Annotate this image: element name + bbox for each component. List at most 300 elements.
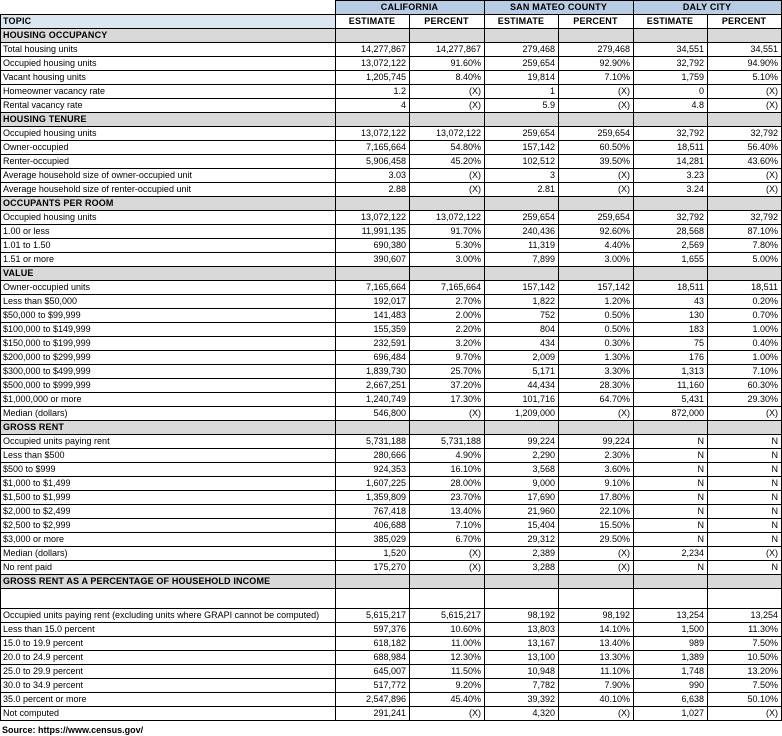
row-value: 279,468 xyxy=(485,43,559,57)
section-header-row xyxy=(1,29,782,43)
table-row xyxy=(1,623,782,637)
row-label: Average household size of renter-occupied unit xyxy=(1,183,336,197)
row-value: 7.10% xyxy=(708,365,782,379)
section-filler-cell xyxy=(708,267,782,281)
section-header-row xyxy=(1,113,782,127)
row-value: N xyxy=(634,491,708,505)
row-value: 7.80% xyxy=(708,239,782,253)
row-value: 16.10% xyxy=(410,463,485,477)
column-header-estimate: ESTIMATE xyxy=(634,15,708,29)
row-value: N xyxy=(708,561,782,575)
row-value: 1,313 xyxy=(634,365,708,379)
row-value: 5.30% xyxy=(410,239,485,253)
row-value: 259,654 xyxy=(559,211,634,225)
row-value: N xyxy=(708,519,782,533)
row-label: 1.51 or more xyxy=(1,253,336,267)
row-value: 17,690 xyxy=(485,491,559,505)
row-label: Owner-occupied units xyxy=(1,281,336,295)
row-label: 1.00 or less xyxy=(1,225,336,239)
row-value: 45.40% xyxy=(410,693,485,707)
row-value: 434 xyxy=(485,337,559,351)
section-filler-cell xyxy=(485,421,559,435)
row-value: 13,254 xyxy=(634,609,708,623)
row-value: 56.40% xyxy=(708,141,782,155)
row-value: 1,359,809 xyxy=(336,491,410,505)
row-value: 14,277,867 xyxy=(410,43,485,57)
row-value: 5,615,217 xyxy=(336,609,410,623)
section-filler-cell xyxy=(708,421,782,435)
row-value: 259,654 xyxy=(485,127,559,141)
section-filler-cell xyxy=(485,197,559,211)
row-label: $3,000 or more xyxy=(1,533,336,547)
row-value: N xyxy=(634,435,708,449)
row-value: 767,418 xyxy=(336,505,410,519)
row-value: 11.10% xyxy=(559,665,634,679)
row-value: 2,009 xyxy=(485,351,559,365)
row-value: 28,568 xyxy=(634,225,708,239)
row-value: 32,792 xyxy=(634,211,708,225)
row-value: 91.70% xyxy=(410,225,485,239)
section-header-row xyxy=(1,197,782,211)
row-value: 3.60% xyxy=(559,463,634,477)
row-value: (X) xyxy=(410,707,485,721)
row-value: 28.00% xyxy=(410,477,485,491)
row-value: 9.20% xyxy=(410,679,485,693)
row-value: N xyxy=(708,505,782,519)
row-value: 87.10% xyxy=(708,225,782,239)
row-value: 618,182 xyxy=(336,637,410,651)
row-label: $500,000 to $999,999 xyxy=(1,379,336,393)
section-filler-cell xyxy=(634,29,708,43)
row-value: (X) xyxy=(410,561,485,575)
row-value: 5,171 xyxy=(485,365,559,379)
column-header-percent: PERCENT xyxy=(410,15,485,29)
row-value: 11,319 xyxy=(485,239,559,253)
row-value: 14.10% xyxy=(559,623,634,637)
table-row xyxy=(1,309,782,323)
row-label: $2,000 to $2,499 xyxy=(1,505,336,519)
row-value: 1,027 xyxy=(634,707,708,721)
row-value: 15,404 xyxy=(485,519,559,533)
table-row xyxy=(1,141,782,155)
row-value: 4 xyxy=(336,99,410,113)
row-label: $150,000 to $199,999 xyxy=(1,337,336,351)
row-value: 98,192 xyxy=(559,609,634,623)
table-row xyxy=(1,211,782,225)
section-filler-cell xyxy=(485,113,559,127)
row-value: 13,072,122 xyxy=(336,211,410,225)
row-value: 390,607 xyxy=(336,253,410,267)
row-value: 3.23 xyxy=(634,169,708,183)
row-value: 1,209,000 xyxy=(485,407,559,421)
row-value: N xyxy=(634,463,708,477)
section-filler-cell xyxy=(336,267,410,281)
row-value: (X) xyxy=(708,169,782,183)
row-value: N xyxy=(634,505,708,519)
spacer-cell xyxy=(634,589,708,609)
table-row xyxy=(1,323,782,337)
row-value: 40.10% xyxy=(559,693,634,707)
row-label: Occupied housing units xyxy=(1,57,336,71)
row-value: 99,224 xyxy=(485,435,559,449)
row-value: N xyxy=(708,449,782,463)
row-value: (X) xyxy=(708,183,782,197)
row-value: 13,072,122 xyxy=(336,57,410,71)
row-value: 3.24 xyxy=(634,183,708,197)
row-value: 597,376 xyxy=(336,623,410,637)
column-header-percent: PERCENT xyxy=(559,15,634,29)
row-value: (X) xyxy=(410,407,485,421)
row-value: 60.50% xyxy=(559,141,634,155)
section-filler-cell xyxy=(634,421,708,435)
section-filler-cell xyxy=(559,29,634,43)
row-value: 7,165,664 xyxy=(410,281,485,295)
table-row xyxy=(1,295,782,309)
spacer-row xyxy=(1,589,782,609)
row-value: 75 xyxy=(634,337,708,351)
row-value: 43 xyxy=(634,295,708,309)
column-header-estimate: ESTIMATE xyxy=(336,15,410,29)
row-value: (X) xyxy=(708,85,782,99)
row-value: (X) xyxy=(410,169,485,183)
row-value: 98,192 xyxy=(485,609,559,623)
row-value: 0.30% xyxy=(559,337,634,351)
row-value: 0 xyxy=(634,85,708,99)
row-value: 13,072,122 xyxy=(410,127,485,141)
row-value: 5,731,188 xyxy=(410,435,485,449)
row-value: 13,254 xyxy=(708,609,782,623)
row-value: 11.50% xyxy=(410,665,485,679)
row-value: 4.90% xyxy=(410,449,485,463)
table-row xyxy=(1,239,782,253)
row-value: 32,792 xyxy=(634,57,708,71)
table-row xyxy=(1,99,782,113)
section-filler-cell xyxy=(708,197,782,211)
row-value: 1.00% xyxy=(708,323,782,337)
row-label: 25.0 to 29.9 percent xyxy=(1,665,336,679)
row-value: 1,839,730 xyxy=(336,365,410,379)
row-value: 5.00% xyxy=(708,253,782,267)
row-value: 291,241 xyxy=(336,707,410,721)
section-header-row xyxy=(1,267,782,281)
row-value: 1,520 xyxy=(336,547,410,561)
row-label: $2,500 to $2,999 xyxy=(1,519,336,533)
row-value: 13,072,122 xyxy=(336,127,410,141)
section-filler-cell xyxy=(559,197,634,211)
row-label: No rent paid xyxy=(1,561,336,575)
row-value: 2.70% xyxy=(410,295,485,309)
row-value: N xyxy=(708,491,782,505)
table-row xyxy=(1,679,782,693)
row-value: 94.90% xyxy=(708,57,782,71)
section-filler-cell xyxy=(410,29,485,43)
row-value: 29,312 xyxy=(485,533,559,547)
row-label: $200,000 to $299,999 xyxy=(1,351,336,365)
row-value: 17.30% xyxy=(410,393,485,407)
row-label: Average household size of owner-occupied unit xyxy=(1,169,336,183)
row-value: 3.00% xyxy=(559,253,634,267)
section-filler-cell xyxy=(559,575,634,589)
table-row xyxy=(1,651,782,665)
row-label: Less than $500 xyxy=(1,449,336,463)
row-value: 752 xyxy=(485,309,559,323)
row-value: (X) xyxy=(559,561,634,575)
row-value: 1.2 xyxy=(336,85,410,99)
row-value: 92.90% xyxy=(559,57,634,71)
row-value: 280,666 xyxy=(336,449,410,463)
row-value: 385,029 xyxy=(336,533,410,547)
row-value: (X) xyxy=(410,183,485,197)
row-label: Median (dollars) xyxy=(1,547,336,561)
table-row xyxy=(1,505,782,519)
row-value: 192,017 xyxy=(336,295,410,309)
row-value: (X) xyxy=(410,99,485,113)
row-value: 13.20% xyxy=(708,665,782,679)
row-value: 259,654 xyxy=(485,211,559,225)
row-value: 6,638 xyxy=(634,693,708,707)
spacer-cell xyxy=(485,589,559,609)
table-row xyxy=(1,463,782,477)
row-value: 13.30% xyxy=(559,651,634,665)
row-value: 54.80% xyxy=(410,141,485,155)
row-label: $100,000 to $149,999 xyxy=(1,323,336,337)
row-value: 1,240,749 xyxy=(336,393,410,407)
row-value: 690,380 xyxy=(336,239,410,253)
row-value: 28.30% xyxy=(559,379,634,393)
row-value: 5,431 xyxy=(634,393,708,407)
section-title: GROSS RENT AS A PERCENTAGE OF HOUSEHOLD INCOME xyxy=(1,575,336,589)
row-value: 14,277,867 xyxy=(336,43,410,57)
table-row xyxy=(1,351,782,365)
row-value: 13,100 xyxy=(485,651,559,665)
table-row xyxy=(1,519,782,533)
row-value: 279,468 xyxy=(559,43,634,57)
table-row xyxy=(1,43,782,57)
section-filler-cell xyxy=(708,575,782,589)
row-value: 34,551 xyxy=(634,43,708,57)
row-value: 43.60% xyxy=(708,155,782,169)
row-value: 7,165,664 xyxy=(336,281,410,295)
row-value: 5.10% xyxy=(708,71,782,85)
row-value: 5,731,188 xyxy=(336,435,410,449)
row-value: 13,803 xyxy=(485,623,559,637)
row-label: Less than 15.0 percent xyxy=(1,623,336,637)
row-value: 0.20% xyxy=(708,295,782,309)
row-label: Not computed xyxy=(1,707,336,721)
row-value: 7.50% xyxy=(708,637,782,651)
row-value: 517,772 xyxy=(336,679,410,693)
row-value: 11,991,135 xyxy=(336,225,410,239)
row-label: 1.01 to 1.50 xyxy=(1,239,336,253)
table-row xyxy=(1,183,782,197)
row-value: 39.50% xyxy=(559,155,634,169)
row-value: 1,748 xyxy=(634,665,708,679)
row-value: 0.50% xyxy=(559,309,634,323)
row-value: 18,511 xyxy=(634,281,708,295)
row-value: 3 xyxy=(485,169,559,183)
row-value: 1,205,745 xyxy=(336,71,410,85)
row-value: 232,591 xyxy=(336,337,410,351)
row-value: 2.30% xyxy=(559,449,634,463)
row-value: 10,948 xyxy=(485,665,559,679)
table-row xyxy=(1,253,782,267)
row-value: 99,224 xyxy=(559,435,634,449)
section-title: VALUE xyxy=(1,267,336,281)
table-row xyxy=(1,637,782,651)
row-value: 1,500 xyxy=(634,623,708,637)
row-value: 155,359 xyxy=(336,323,410,337)
row-label: Occupied housing units xyxy=(1,127,336,141)
row-value: 19,814 xyxy=(485,71,559,85)
row-value: 157,142 xyxy=(559,281,634,295)
section-filler-cell xyxy=(634,113,708,127)
section-filler-cell xyxy=(708,29,782,43)
row-value: 157,142 xyxy=(485,141,559,155)
spacer-cell xyxy=(1,589,336,609)
row-value: 45.20% xyxy=(410,155,485,169)
row-value: 5,906,458 xyxy=(336,155,410,169)
table-row xyxy=(1,85,782,99)
row-value: 18,511 xyxy=(708,281,782,295)
section-filler-cell xyxy=(336,575,410,589)
row-value: 2,234 xyxy=(634,547,708,561)
row-label: 30.0 to 34.9 percent xyxy=(1,679,336,693)
row-value: 3,288 xyxy=(485,561,559,575)
row-value: 4.40% xyxy=(559,239,634,253)
row-label: $1,000,000 or more xyxy=(1,393,336,407)
section-filler-cell xyxy=(336,197,410,211)
table-row xyxy=(1,533,782,547)
row-value: 0.70% xyxy=(708,309,782,323)
row-value: 60.30% xyxy=(708,379,782,393)
row-value: 21,960 xyxy=(485,505,559,519)
row-value: 32,792 xyxy=(634,127,708,141)
row-value: 14,281 xyxy=(634,155,708,169)
row-value: 5.9 xyxy=(485,99,559,113)
row-value: 804 xyxy=(485,323,559,337)
row-value: 645,007 xyxy=(336,665,410,679)
row-value: 32,792 xyxy=(708,211,782,225)
table-row xyxy=(1,561,782,575)
row-value: 5,615,217 xyxy=(410,609,485,623)
table-row xyxy=(1,707,782,721)
section-filler-cell xyxy=(336,113,410,127)
row-value: 32,792 xyxy=(708,127,782,141)
row-label: $300,000 to $499,999 xyxy=(1,365,336,379)
table-row xyxy=(1,665,782,679)
row-value: 7,899 xyxy=(485,253,559,267)
row-value: 12.30% xyxy=(410,651,485,665)
row-value: N xyxy=(634,519,708,533)
section-filler-cell xyxy=(559,267,634,281)
row-label: Less than $50,000 xyxy=(1,295,336,309)
row-value: 2,569 xyxy=(634,239,708,253)
row-value: 175,270 xyxy=(336,561,410,575)
section-filler-cell xyxy=(634,575,708,589)
spacer-cell xyxy=(410,589,485,609)
section-filler-cell xyxy=(485,29,559,43)
row-value: (X) xyxy=(708,547,782,561)
row-value: 989 xyxy=(634,637,708,651)
row-label: Occupied units paying rent xyxy=(1,435,336,449)
row-label: Vacant housing units xyxy=(1,71,336,85)
row-value: 1,759 xyxy=(634,71,708,85)
geography-header-san-mateo-county: SAN MATEO COUNTY xyxy=(485,1,634,15)
row-value: 1.00% xyxy=(708,351,782,365)
spacer-cell xyxy=(336,589,410,609)
row-label: 15.0 to 19.9 percent xyxy=(1,637,336,651)
table-row xyxy=(1,57,782,71)
source-note: Source: https://www.census.gov/ xyxy=(2,725,144,735)
row-value: 13,167 xyxy=(485,637,559,651)
section-filler-cell xyxy=(410,575,485,589)
row-value: 259,654 xyxy=(559,127,634,141)
section-filler-cell xyxy=(410,267,485,281)
row-label: Occupied housing units xyxy=(1,211,336,225)
row-value: 17.80% xyxy=(559,491,634,505)
table-row xyxy=(1,379,782,393)
row-value: (X) xyxy=(410,547,485,561)
spacer-cell xyxy=(708,589,782,609)
row-value: 7.50% xyxy=(708,679,782,693)
row-value: 1,607,225 xyxy=(336,477,410,491)
row-value: 9.10% xyxy=(559,477,634,491)
section-title: HOUSING OCCUPANCY xyxy=(1,29,336,43)
row-value: 7.10% xyxy=(410,519,485,533)
section-header-row xyxy=(1,575,782,589)
row-label: 20.0 to 24.9 percent xyxy=(1,651,336,665)
row-value: 3.00% xyxy=(410,253,485,267)
row-value: 92.60% xyxy=(559,225,634,239)
row-value: 13.40% xyxy=(410,505,485,519)
row-label: Total housing units xyxy=(1,43,336,57)
table-row xyxy=(1,281,782,295)
row-value: 25.70% xyxy=(410,365,485,379)
row-value: 1.30% xyxy=(559,351,634,365)
row-value: 29.50% xyxy=(559,533,634,547)
row-value: 141,483 xyxy=(336,309,410,323)
table-row xyxy=(1,71,782,85)
row-value: N xyxy=(634,449,708,463)
row-value: 13.40% xyxy=(559,637,634,651)
row-value: 101,716 xyxy=(485,393,559,407)
row-value: 2,667,251 xyxy=(336,379,410,393)
section-filler-cell xyxy=(410,113,485,127)
row-value: 4.8 xyxy=(634,99,708,113)
row-value: N xyxy=(708,477,782,491)
row-value: 546,800 xyxy=(336,407,410,421)
row-value: 39,392 xyxy=(485,693,559,707)
row-value: 2.81 xyxy=(485,183,559,197)
row-value: 11.30% xyxy=(708,623,782,637)
table-row xyxy=(1,693,782,707)
section-title: HOUSING TENURE xyxy=(1,113,336,127)
row-value: 3.03 xyxy=(336,169,410,183)
row-value: 23.70% xyxy=(410,491,485,505)
table-row xyxy=(1,609,782,623)
row-value: 1,655 xyxy=(634,253,708,267)
row-value: 10.50% xyxy=(708,651,782,665)
row-value: 13,072,122 xyxy=(410,211,485,225)
row-value: 130 xyxy=(634,309,708,323)
row-value: 157,142 xyxy=(485,281,559,295)
row-value: (X) xyxy=(559,707,634,721)
geography-header-row xyxy=(1,1,782,15)
row-value: 29.30% xyxy=(708,393,782,407)
section-filler-cell xyxy=(485,267,559,281)
section-filler-cell xyxy=(410,421,485,435)
table-row xyxy=(1,155,782,169)
